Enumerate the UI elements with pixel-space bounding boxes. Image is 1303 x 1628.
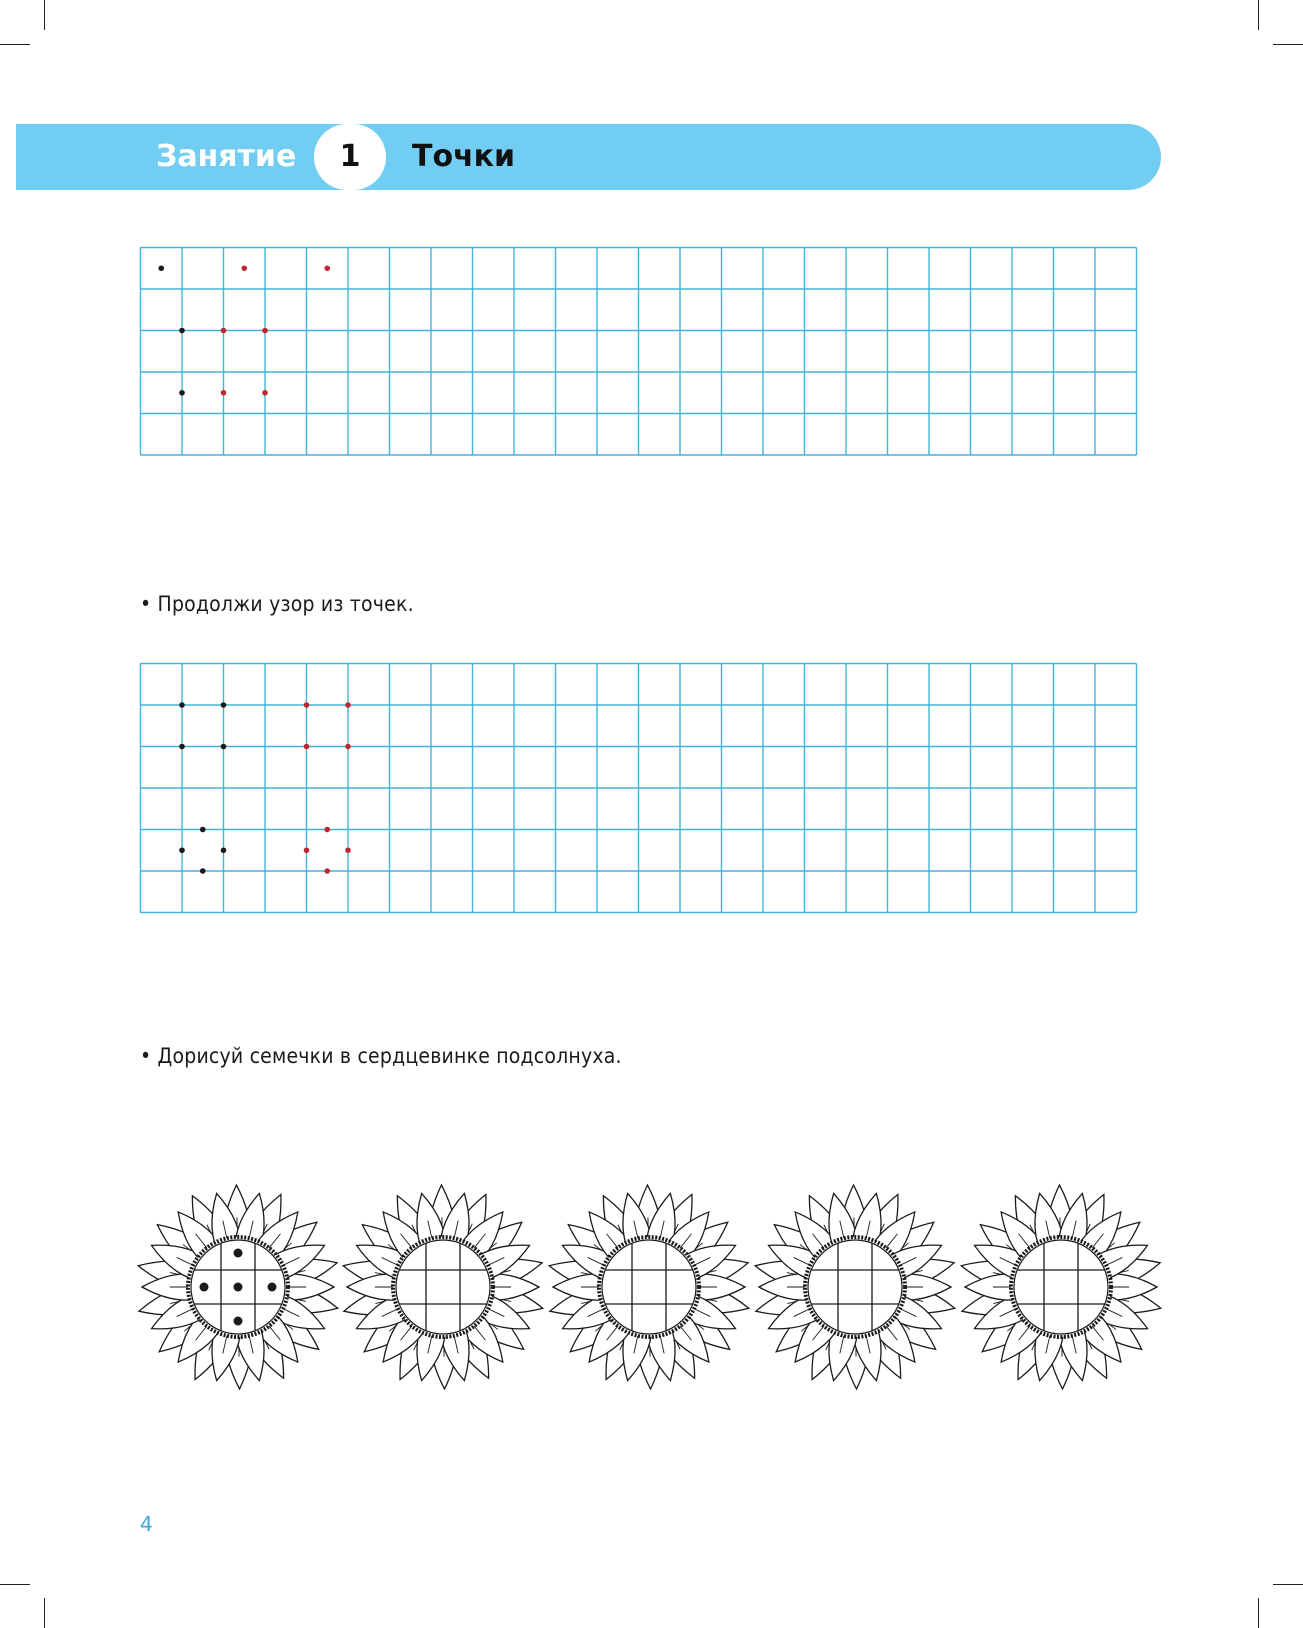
seed-dot xyxy=(234,1283,243,1292)
sunflower xyxy=(549,1185,749,1389)
flower-center xyxy=(599,1237,699,1337)
seed-dot xyxy=(234,1249,243,1258)
crop-mark xyxy=(1273,1584,1303,1585)
sunflower xyxy=(755,1185,955,1389)
flower-center xyxy=(805,1237,905,1337)
lesson-number: 1 xyxy=(314,124,386,190)
sunflower xyxy=(961,1185,1161,1389)
instruction-continue-pattern: • Продолжи узор из точек. xyxy=(140,592,414,616)
seed-dot xyxy=(268,1283,277,1292)
page-number: 4 xyxy=(140,1512,153,1536)
instruction-draw-seeds: • Дорисуй семечки в сердцевинке подсолнуха. xyxy=(140,1044,622,1068)
seed-dot xyxy=(200,1283,209,1292)
flower-center xyxy=(1011,1237,1111,1337)
sunflower xyxy=(343,1185,543,1389)
seed-dot xyxy=(234,1317,243,1326)
crop-mark xyxy=(1258,1598,1259,1628)
sunflower xyxy=(138,1185,338,1389)
lesson-label: Занятие xyxy=(156,139,297,174)
crop-mark xyxy=(44,1598,45,1628)
lesson-topic: Точки xyxy=(412,139,516,174)
crop-mark xyxy=(0,1584,30,1585)
flower-center xyxy=(393,1237,493,1337)
